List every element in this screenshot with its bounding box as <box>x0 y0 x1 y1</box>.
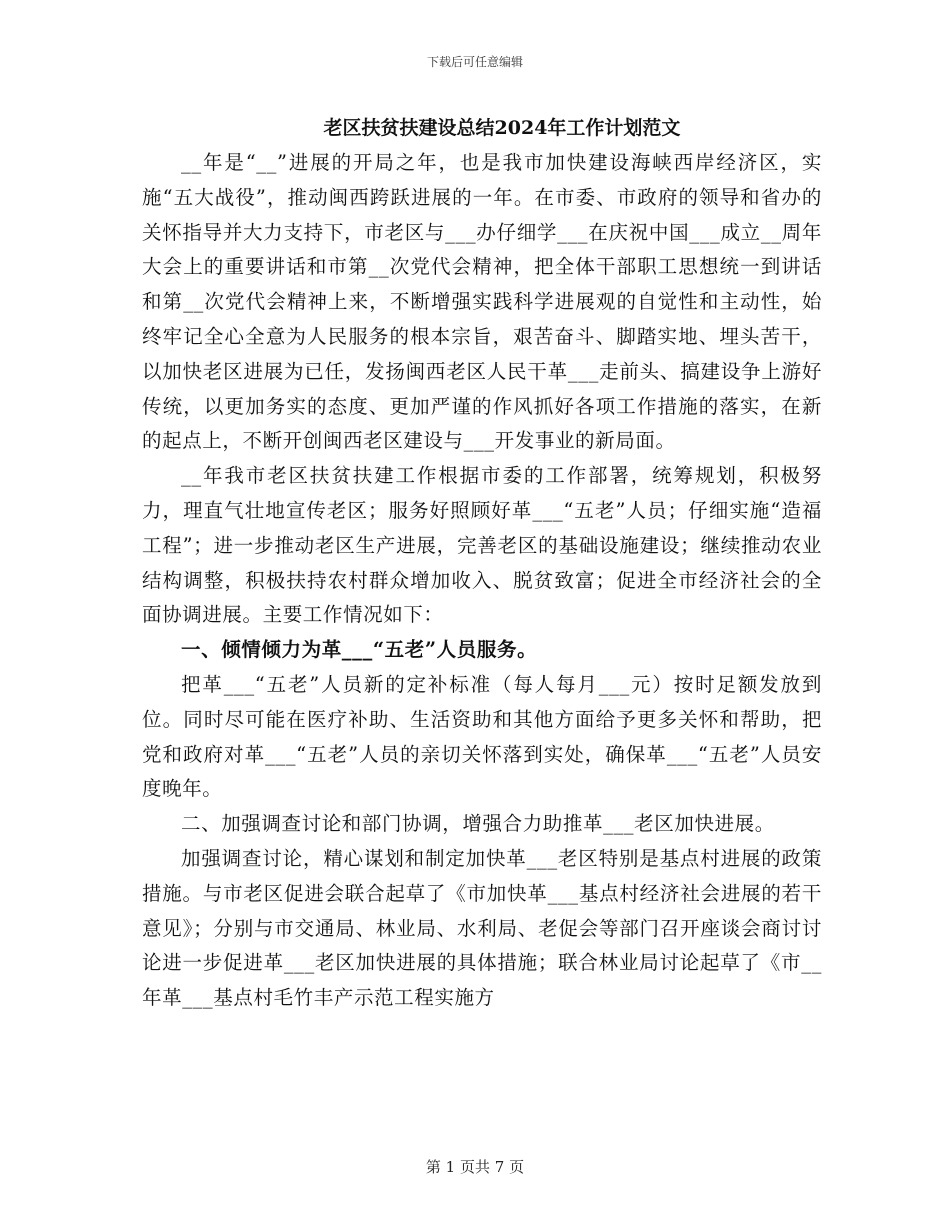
paragraph-section-1: 把革___“五老”人员新的定补标准（每人每月___元）按时足额发放到位。同时尽可能在医疗补助、生活资助和其他方面给予更多关怀和帮助，把党和政府对革___“五老”人员的亲切关怀落到实处，确保革___“五老”人员安度晚年。 <box>142 672 822 801</box>
paragraph-intro: __年是“__”进展的开局之年，也是我市加快建设海峡西岸经济区，实施“五大战役”，推动闽西跨跃进展的一年。在市委、市政府的领导和省办的关怀指导并大力支持下，市老区与___办仔细学___在庆祝中国___成立__周年大会上的重要讲话和市第__次党代会精神，把全体干部职工思想统一到讲话和第__次党代会精神上来，不断增强实践科学进展观的自觉性和主动性，始终牢记全心全意为人民服务的根本宗旨，艰苦奋斗、脚踏实地、埋头苦干，以加快老区进展为已任，发扬闽西老区人民干革___走前头、搞建设争上游好传统，以更加务实的态度、更加严谨的作风抓好各项工作措施的落实，在新的起点上，不断开创闽西老区建设与___开发事业的新局面。 <box>142 151 822 453</box>
section-heading-1: 一、倾情倾力为革___“五老”人员服务。 <box>181 638 538 662</box>
page-header-note: 下载后可任意编辑 <box>426 55 523 69</box>
document-body <box>142 112 822 1016</box>
paragraph-summary: __年我市老区扶贫扶建工作根据市委的工作部署，统筹规划，积极努力，理直气壮地宣传老区；服务好照顾好革___“五老”人员；仔细实施“造福工程”；进一步推动老区生产进展，完善老区的基础设施建设；继续推动农业结构调整，积极扶持农村群众增加收入、脱贫致富；促进全市经济社会的全面协调进展。主要工作情况如下： <box>142 464 822 627</box>
document-title: 老区扶贫扶建设总结2024年工作计划范文 <box>323 117 681 139</box>
section-heading-2: 二、加强调查讨论和部门协调，增强合力助推革___老区加快进展。 <box>181 812 775 836</box>
paragraph-section-2: 加强调查讨论，精心谋划和制定加快革___老区特别是基点村进展的政策措施。与市老区促进会联合起草了《市加快革___基点村经济社会进展的若干意见》；分别与市交通局、林业局、水利局、老促会等部门召开座谈会商讨讨论进一步促进革___老区加快进展的具体措施；联合林业局讨论起草了《市__年革___基点村毛竹丰产示范工程实施方 <box>142 846 822 1010</box>
page-number: 第 1 页共 7 页 <box>425 1158 525 1176</box>
